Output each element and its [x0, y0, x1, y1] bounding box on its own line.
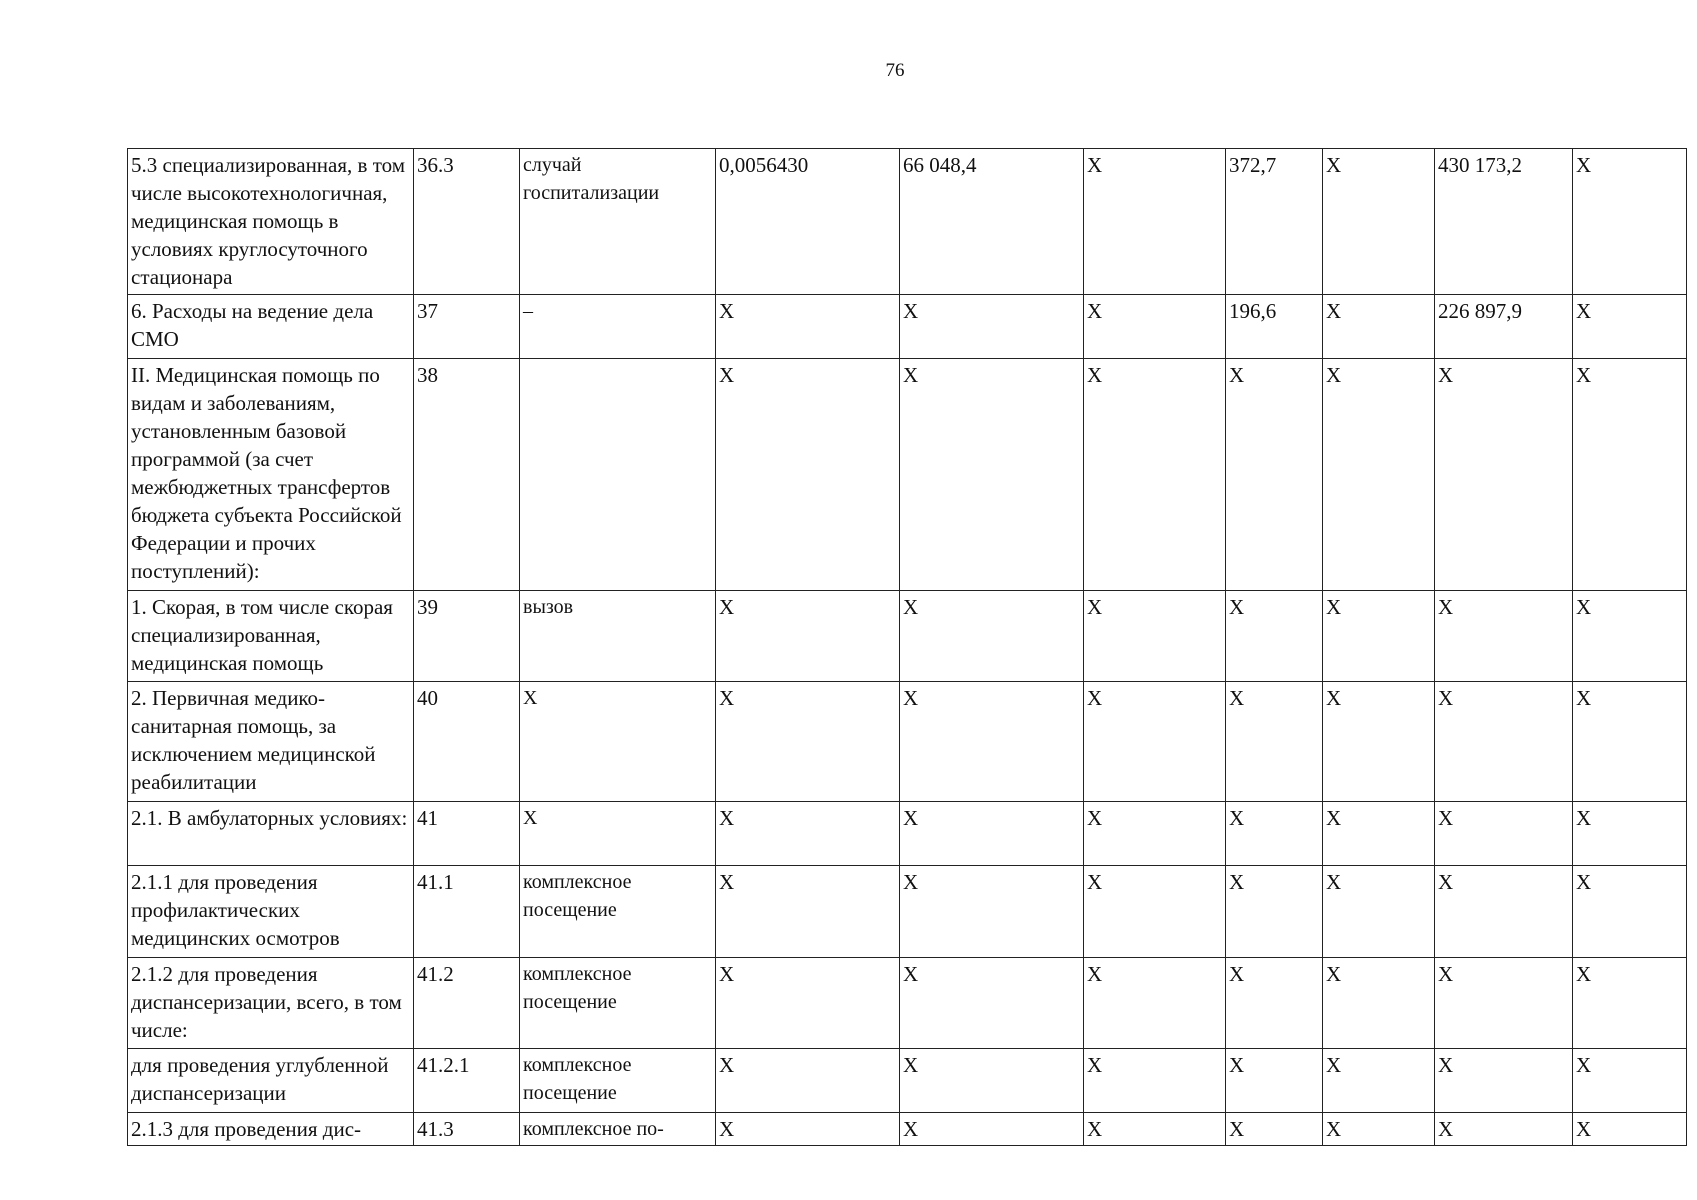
unit-cell: комплексное посещение	[520, 958, 716, 1049]
value-cell: X	[1435, 802, 1573, 866]
value-cell: X	[1323, 958, 1435, 1049]
value-cell: 226 897,9	[1435, 295, 1573, 359]
row-number-cell: 41	[414, 802, 520, 866]
value-cell: X	[1084, 866, 1226, 958]
page-number: 76	[885, 60, 905, 81]
row-name-cell: II. Медицинская помощь по видам и заболеваниям, установленным базовой программой (за счет межбюджетных трансфертов бюджета субъекта Российской Федерации и прочих поступлений):	[128, 359, 414, 591]
value-cell: X	[716, 359, 900, 591]
table-row	[128, 682, 1687, 802]
value-cell: X	[1323, 866, 1435, 958]
value-cell: X	[900, 866, 1084, 958]
table-row	[128, 295, 1687, 359]
row-number-cell: 41.3	[414, 1113, 520, 1146]
value-cell: X	[1435, 1049, 1573, 1113]
value-cell: X	[1435, 682, 1573, 802]
value-cell: X	[900, 359, 1084, 591]
value-cell: X	[1226, 958, 1323, 1049]
value-cell: X	[1323, 591, 1435, 682]
value-cell: X	[1084, 1113, 1226, 1146]
value-cell: 66 048,4	[900, 149, 1084, 295]
table-row	[128, 1049, 1687, 1113]
value-cell: X	[1573, 682, 1687, 802]
row-name-cell: 2.1.3 для проведения дис-	[128, 1113, 414, 1146]
table-row	[128, 866, 1687, 958]
value-cell: X	[1226, 1113, 1323, 1146]
value-cell: X	[900, 682, 1084, 802]
value-cell: X	[1573, 802, 1687, 866]
value-cell: X	[716, 591, 900, 682]
value-cell: X	[900, 1049, 1084, 1113]
unit-cell: X	[520, 682, 716, 802]
unit-cell: вызов	[520, 591, 716, 682]
table-row	[128, 802, 1687, 866]
unit-cell: –	[520, 295, 716, 359]
row-number-cell: 37	[414, 295, 520, 359]
unit-cell	[520, 359, 716, 591]
value-cell: X	[1435, 591, 1573, 682]
value-cell: X	[716, 866, 900, 958]
row-name-cell: 2. Первичная медико-санитарная помощь, за исключением медицинской реабилитации	[128, 682, 414, 802]
value-cell: X	[716, 295, 900, 359]
value-cell: X	[1084, 149, 1226, 295]
value-cell: X	[1435, 866, 1573, 958]
value-cell: X	[1084, 802, 1226, 866]
value-cell: X	[1573, 359, 1687, 591]
row-name-cell: для проведения углубленной диспансеризации	[128, 1049, 414, 1113]
row-number-cell: 39	[414, 591, 520, 682]
row-name-cell: 2.1.1 для проведения профилактических медицинских осмотров	[128, 866, 414, 958]
value-cell: X	[1323, 359, 1435, 591]
value-cell: X	[716, 682, 900, 802]
value-cell: 196,6	[1226, 295, 1323, 359]
value-cell: X	[1084, 295, 1226, 359]
table-row	[128, 1113, 1687, 1146]
value-cell: X	[1323, 1113, 1435, 1146]
value-cell: X	[900, 591, 1084, 682]
value-cell: X	[716, 802, 900, 866]
value-cell: X	[1573, 1049, 1687, 1113]
value-cell: 430 173,2	[1435, 149, 1573, 295]
row-number-cell: 41.1	[414, 866, 520, 958]
value-cell: X	[1226, 591, 1323, 682]
value-cell: X	[1573, 591, 1687, 682]
value-cell: X	[1573, 1113, 1687, 1146]
row-number-cell: 41.2.1	[414, 1049, 520, 1113]
unit-cell: комплексное посещение	[520, 866, 716, 958]
value-cell: X	[1573, 866, 1687, 958]
value-cell: X	[1573, 149, 1687, 295]
value-cell: X	[716, 1113, 900, 1146]
value-cell: X	[1435, 958, 1573, 1049]
value-cell: X	[900, 958, 1084, 1049]
value-cell: X	[1323, 295, 1435, 359]
table-row	[128, 359, 1687, 591]
value-cell: X	[1226, 802, 1323, 866]
unit-cell: случай госпитализации	[520, 149, 716, 295]
value-cell: 0,0056430	[716, 149, 900, 295]
value-cell: X	[1435, 359, 1573, 591]
value-cell: X	[1226, 682, 1323, 802]
value-cell: X	[900, 802, 1084, 866]
row-number-cell: 40	[414, 682, 520, 802]
table-row	[128, 591, 1687, 682]
row-number-cell: 36.3	[414, 149, 520, 295]
value-cell: X	[716, 958, 900, 1049]
value-cell: X	[1323, 1049, 1435, 1113]
value-cell: X	[900, 1113, 1084, 1146]
row-name-cell: 6. Расходы на ведение дела СМО	[128, 295, 414, 359]
value-cell: X	[1226, 359, 1323, 591]
financing-table	[127, 148, 1687, 1146]
row-number-cell: 41.2	[414, 958, 520, 1049]
unit-cell: комплексное по-	[520, 1113, 716, 1146]
value-cell: X	[1084, 359, 1226, 591]
value-cell: X	[1323, 149, 1435, 295]
value-cell: X	[1323, 802, 1435, 866]
value-cell: 372,7	[1226, 149, 1323, 295]
row-name-cell: 2.1.2 для проведения диспансеризации, всего, в том числе:	[128, 958, 414, 1049]
table-row	[128, 958, 1687, 1049]
value-cell: X	[900, 295, 1084, 359]
row-number-cell: 38	[414, 359, 520, 591]
row-name-cell: 2.1. В амбулаторных условиях:	[128, 802, 414, 866]
value-cell: X	[1226, 866, 1323, 958]
value-cell: X	[1573, 958, 1687, 1049]
row-name-cell: 1. Скорая, в том числе скорая специализированная, медицинская помощь	[128, 591, 414, 682]
value-cell: X	[716, 1049, 900, 1113]
table-row	[128, 149, 1687, 295]
unit-cell: комплексное посещение	[520, 1049, 716, 1113]
value-cell: X	[1323, 682, 1435, 802]
value-cell: X	[1084, 682, 1226, 802]
value-cell: X	[1084, 1049, 1226, 1113]
value-cell: X	[1084, 958, 1226, 1049]
unit-cell: X	[520, 802, 716, 866]
value-cell: X	[1084, 591, 1226, 682]
value-cell: X	[1226, 1049, 1323, 1113]
value-cell: X	[1573, 295, 1687, 359]
row-name-cell: 5.3 специализированная, в том числе высокотехнологичная, медицинская помощь в условиях круглосуточного стационара	[128, 149, 414, 295]
value-cell: X	[1435, 1113, 1573, 1146]
